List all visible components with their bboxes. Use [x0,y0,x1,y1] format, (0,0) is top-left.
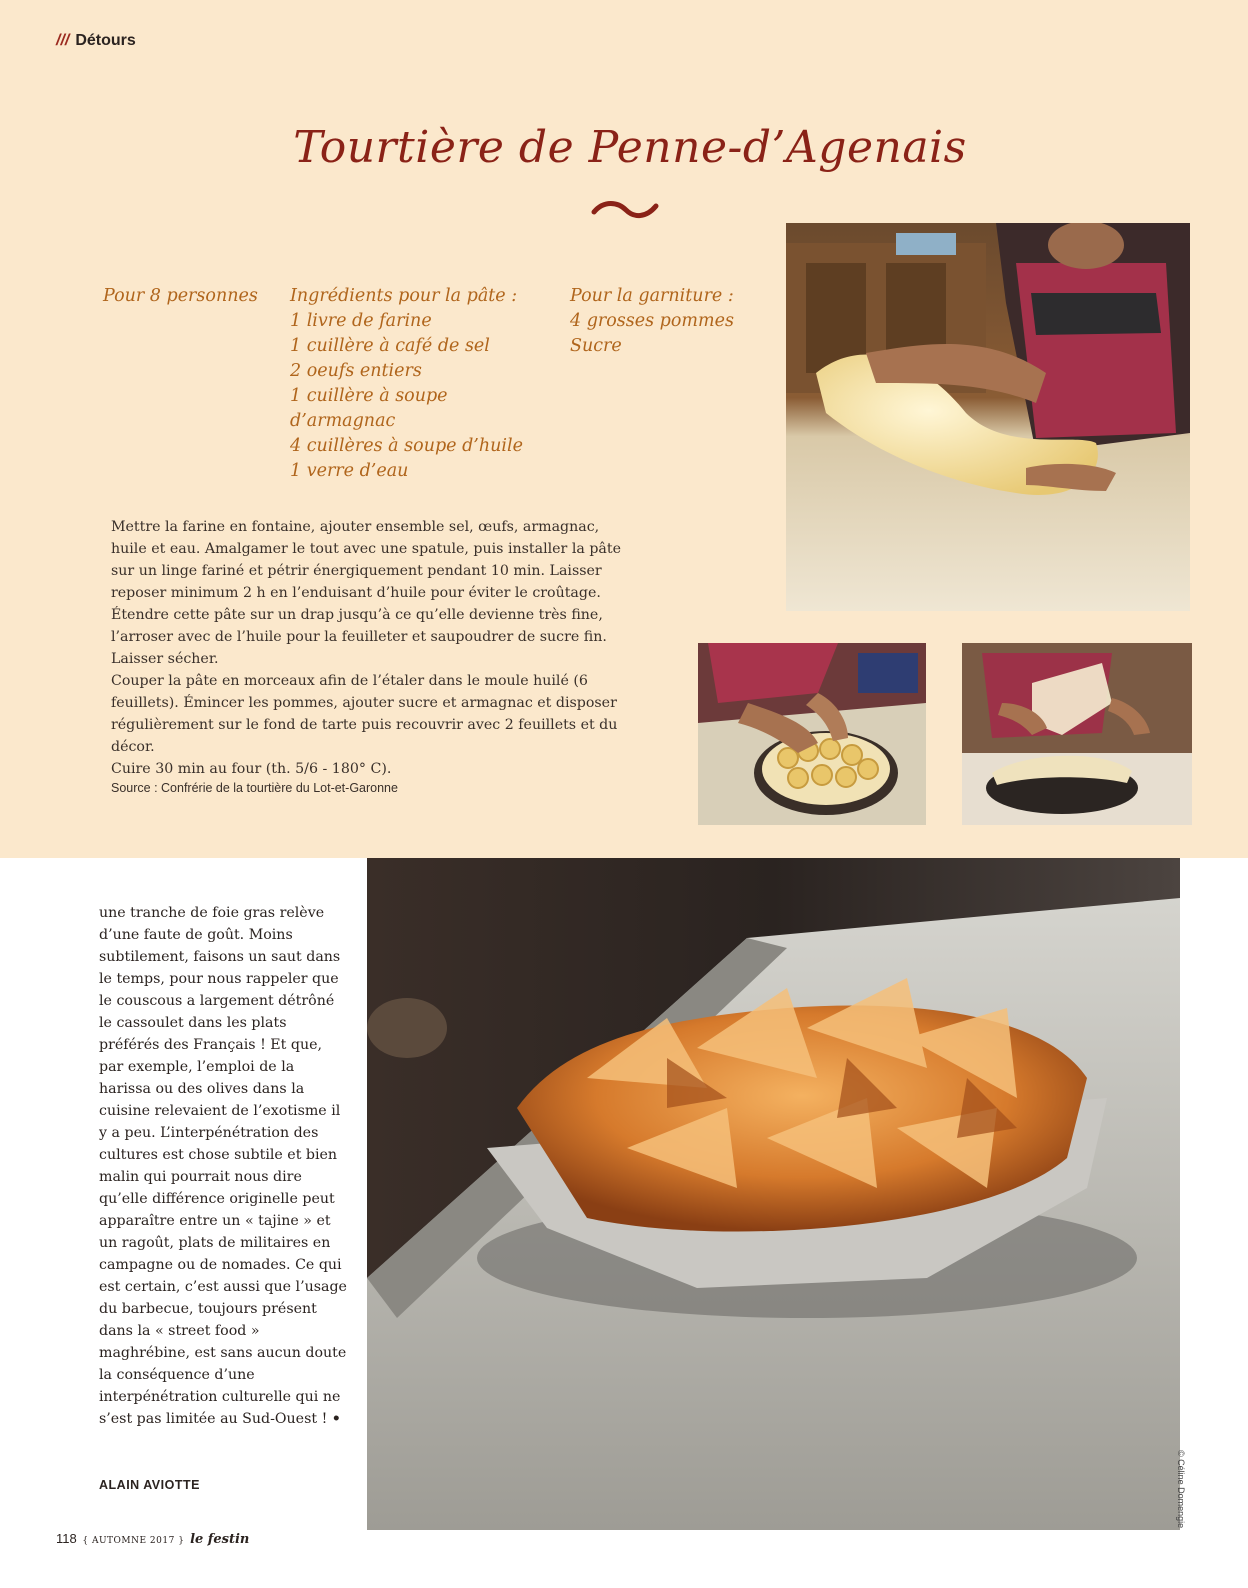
garniture-ingredients-column [570,284,760,359]
section-slashes: /// [56,32,70,49]
method-paragraph: Cuire 30 min au four (th. 5/6 - 180° C). [111,761,392,777]
recipe-source: Source : Confrérie de la tourtière du Lot-et-Garonne [111,781,398,795]
ingredient-item: 2 oeufs entiers [290,361,422,381]
magazine-name: le festin [190,1532,250,1547]
page-number: 118 [56,1531,77,1546]
article-author: ALAIN AVIOTTE [99,1478,200,1492]
title-swash-ornament [590,196,660,226]
recipe-title: Tourtière de Penne-d’Agenais [293,122,967,173]
issue-label: { AUTOMNE 2017 } [82,1536,185,1546]
recipe-method [111,516,631,780]
ingredient-item: 1 cuillère à café de sel [290,336,490,356]
photo-layering-pastry [962,643,1192,825]
photo-credit: © Céline Domengie [1176,1450,1186,1529]
method-paragraph: Mettre la farine en fontaine, ajouter ensemble sel, œufs, armagnac, huile et eau. Amalgamer le tout avec une spatule, puis installer la pâte sur un linge fariné et pétrir énergiquement pendant 10 min. Laisser reposer minimum 2 h en l’enduisant d’huile pour éviter le croûtage. Étendre cette pâte sur un drap jusqu’à ce qu’elle devienne très fine, l’arroser avec de l’huile pour la feuilleter et saupoudrer de sucre fin. Laisser sécher. [111,519,621,667]
ingredient-item: 4 cuillères à soupe d’huile [290,436,523,456]
article-text [99,902,347,1430]
garniture-ingredients-heading: Pour la garniture : [570,286,734,306]
servings-column [103,284,273,309]
pate-ingredients-column [290,284,550,484]
ingredient-item: 4 grosses pommes [570,311,734,331]
servings-label: Pour 8 personnes [103,286,258,306]
pate-ingredients-heading: Ingrédients pour la pâte : [290,286,518,306]
end-mark: • [331,1411,341,1427]
photo-finished-tourtiere [367,858,1180,1530]
ingredient-item: 1 verre d’eau [290,461,409,481]
photo-stretching-dough [786,223,1190,611]
article-paragraph: une tranche de foie gras relève d’une faute de goût. Moins subtilement, faisons un saut dans le temps, pour nous rappeler que le couscous a largement détrôné le cassoulet dans les plats préférés des Français ! Et que, par exemple, l’emploi de la harissa ou des olives dans la cuisine relevaient de l’exotisme il y a peu. L’interpénétration des cultures est chose subtile et bien malin qui pourrait nous dire qu’elle différence originelle peut apparaître entre un « tajine » et un ragoût, plats de militaires en campagne ou de nomades. Ce qui est certain, c’est aussi que l’usage du barbecue, toujours présent dans la « street food » maghrébine, est sans aucun doute la conséquence d’une interpénétration culturelle qui ne s’est pas limitée au Sud-Ouest ! [99,905,347,1427]
section-header [56,32,136,50]
section-label: Détours [75,32,136,49]
photo-arranging-apples [698,643,926,825]
ingredient-item: Sucre [570,336,622,356]
ingredient-item: 1 livre de farine [290,311,432,331]
ingredient-item: 1 cuillère à soupe d’armagnac [290,386,448,431]
method-paragraph: Couper la pâte en morceaux afin de l’étaler dans le moule huilé (6 feuillets). Émincer les pommes, ajouter sucre et armagnac et disposer régulièrement sur le fond de tarte puis recouvrir avec 2 feuillets et du décor. [111,673,618,755]
page-footer [56,1531,249,1547]
